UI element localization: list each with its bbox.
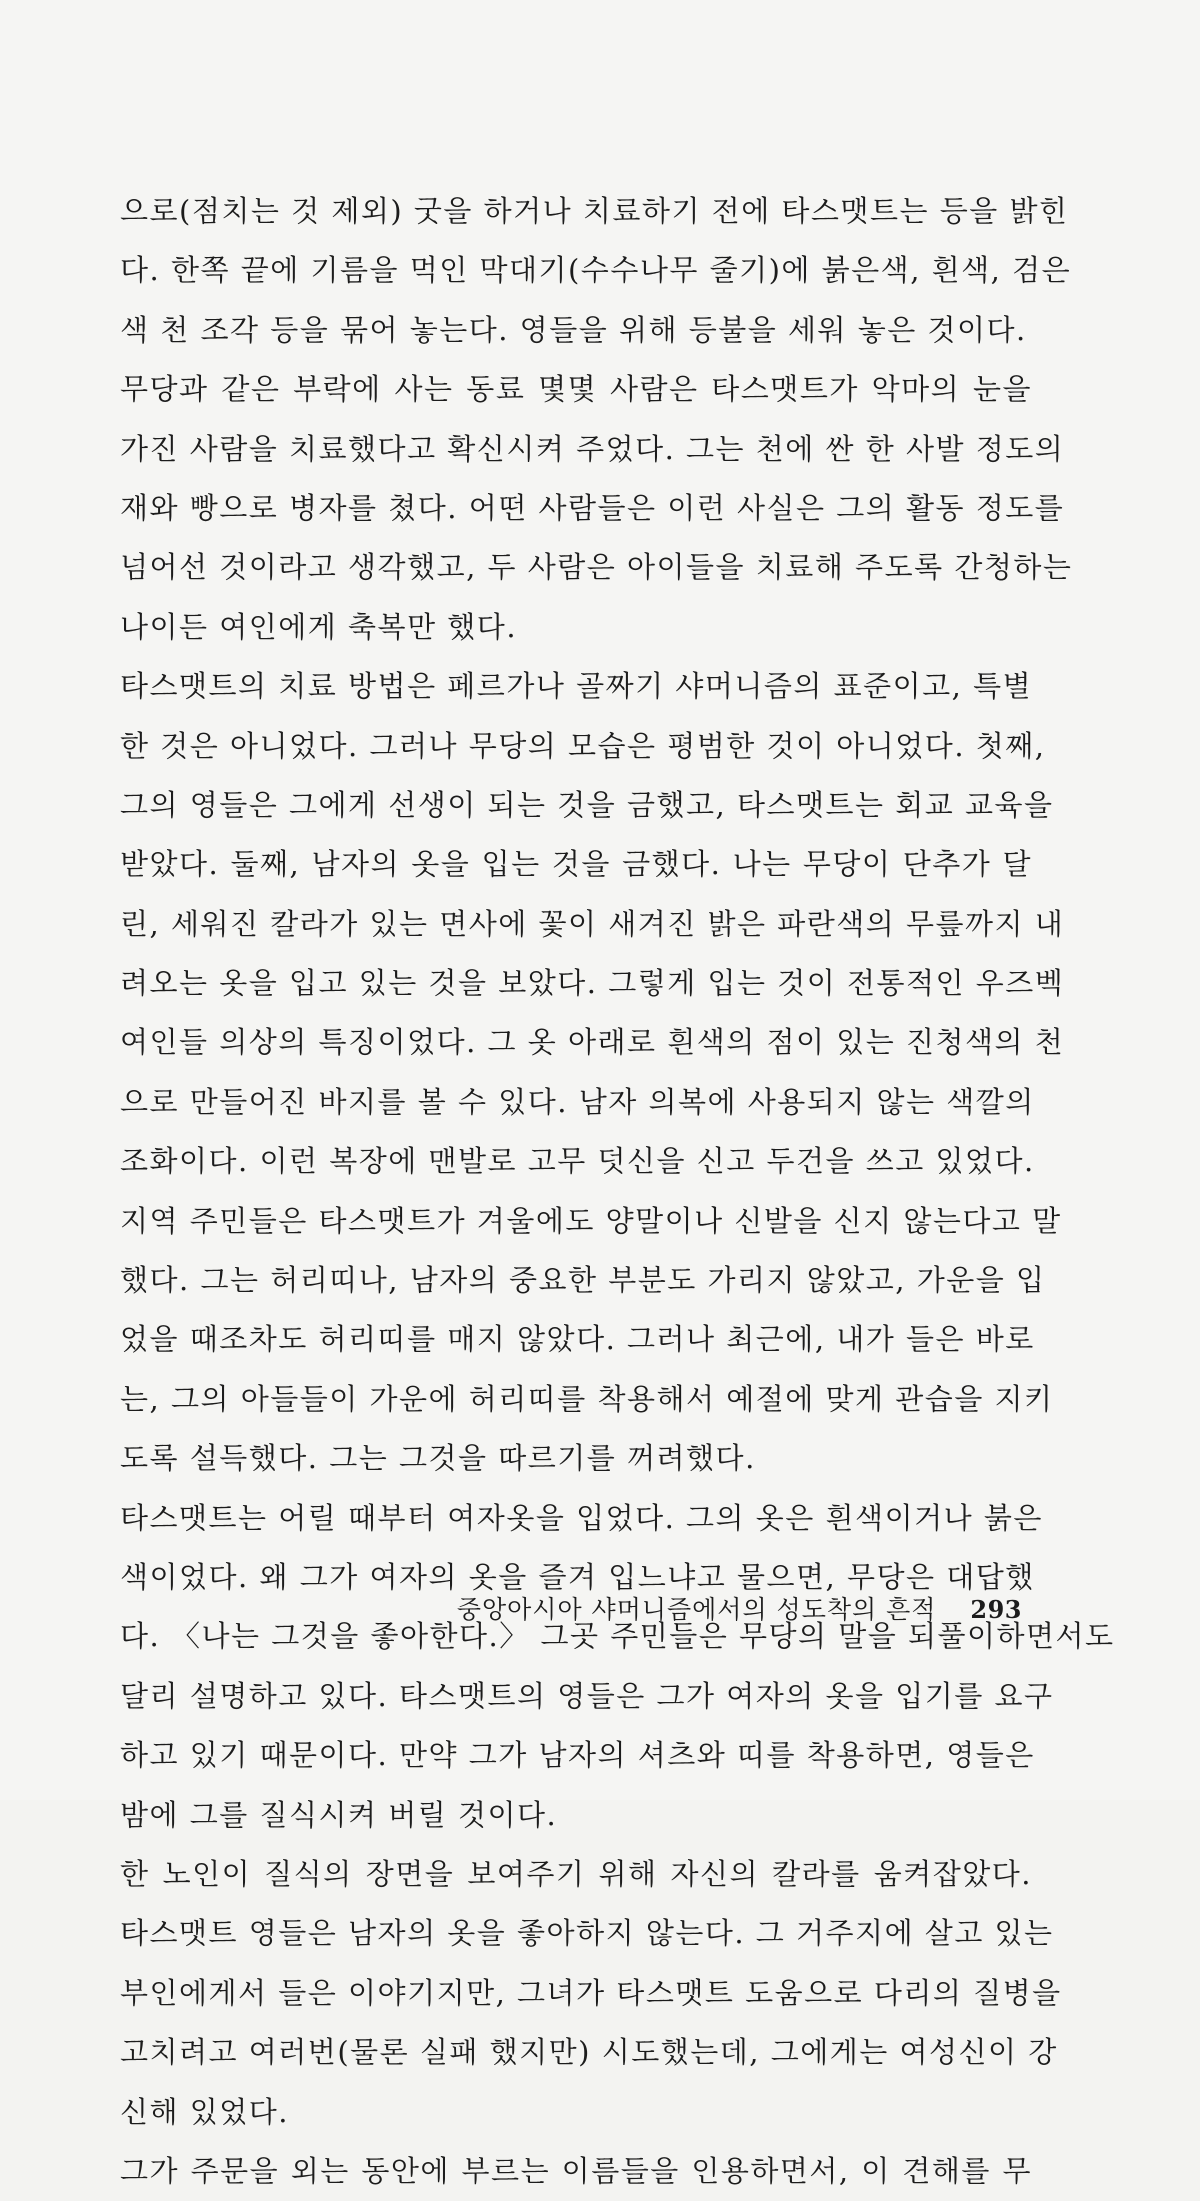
running-title: 중앙아시아 샤머니즘에서의 성도착의 흔적 bbox=[456, 1595, 937, 1624]
text-line-2: 다. 한쪽 끝에 기름을 먹인 막대기(수수나무 줄기)에 붉은색, 흰색, 검은 bbox=[120, 253, 1072, 288]
text-line-6: 재와 빵으로 병자를 쳤다. 어떤 사람들은 이런 사실은 그의 활동 정도를 bbox=[120, 490, 1065, 525]
text-line-21: 는, 그의 아들들이 가운에 허리띠를 착용해서 예절에 맞게 관습을 지키 bbox=[120, 1381, 1054, 1416]
text-line-9: 타스맷트의 치료 방법은 페르가나 골짜기 샤머니즘의 표준이고, 특별 bbox=[120, 669, 1033, 704]
body-text bbox=[120, 182, 1115, 2201]
text-line-3: 색 천 조각 등을 묶어 놓는다. 영들을 위해 등불을 세워 놓은 것이다. bbox=[120, 312, 1027, 347]
text-line-4: 무당과 같은 부락에 사는 동료 몇몇 사람은 타스맷트가 악마의 눈을 bbox=[120, 372, 1032, 407]
text-line-26: 달리 설명하고 있다. 타스맷트의 영들은 그가 여자의 옷을 입기를 요구 bbox=[120, 1678, 1054, 1713]
text-line-29: 한 노인이 질식의 장면을 보여주기 위해 자신의 칼라를 움켜잡았다. bbox=[120, 1856, 1032, 1891]
text-line-11: 그의 영들은 그에게 선생이 되는 것을 금했고, 타스맷트는 회교 교육을 bbox=[120, 787, 1054, 822]
text-line-33: 신해 있었다. bbox=[120, 2094, 290, 2129]
running-footer bbox=[456, 1590, 1022, 1630]
page-number: 293 bbox=[970, 1595, 1022, 1624]
paragraph-5 bbox=[120, 1845, 1062, 2142]
text-line-5: 가진 사람을 치료했다고 확신시켜 주었다. 그는 천에 싼 한 사발 정도의 bbox=[120, 431, 1065, 466]
text-line-22: 도록 설득했다. 그는 그것을 따르기를 꺼려했다. bbox=[120, 1441, 756, 1476]
text-line-15: 여인들 의상의 특징이었다. 그 옷 아래로 흰색의 점이 있는 진청색의 천 bbox=[120, 1025, 1065, 1060]
text-line-32: 고치려고 여러번(물론 실패 했지만) 시도했는데, 그에게는 여성신이 강 bbox=[120, 2035, 1058, 2070]
text-line-28: 밤에 그를 질식시켜 버릴 것이다. bbox=[120, 1797, 558, 1832]
text-line-16: 으로 만들어진 바지를 볼 수 있다. 남자 의복에 사용되지 않는 색깔의 bbox=[120, 1084, 1035, 1119]
text-line-19: 했다. 그는 허리띠나, 남자의 중요한 부분도 가리지 않았고, 가운을 입 bbox=[120, 1263, 1046, 1298]
text-line-18: 지역 주민들은 타스맷트가 겨울에도 양말이나 신발을 신지 않는다고 말 bbox=[120, 1203, 1062, 1238]
text-line-17: 조화이다. 이런 복장에 맨발로 고무 덧신을 신고 두건을 쓰고 있었다. bbox=[120, 1144, 1035, 1179]
paragraph-6 bbox=[120, 2142, 1032, 2201]
paragraph-3 bbox=[120, 657, 1065, 1488]
text-line-31: 부인에게서 들은 이야기지만, 그녀가 타스맷트 도움으로 다리의 질병을 bbox=[120, 1975, 1062, 2010]
text-line-1: 으로(점치는 것 제외) 굿을 하거나 치료하기 전에 타스맷트는 등을 밝힌 bbox=[120, 194, 1069, 228]
text-line-12: 받았다. 둘째, 남자의 옷을 입는 것을 금했다. 나는 무당이 단추가 달 bbox=[120, 847, 1032, 882]
text-line-27: 하고 있기 때문이다. 만약 그가 남자의 셔츠와 띠를 착용하면, 영들은 bbox=[120, 1738, 1035, 1773]
text-line-14: 려오는 옷을 입고 있는 것을 보았다. 그렇게 입는 것이 전통적인 우즈벡 bbox=[120, 966, 1065, 1001]
paragraph-4 bbox=[120, 1489, 1115, 1845]
text-line-20: 었을 때조차도 허리띠를 매지 않았다. 그러나 최근에, 내가 들은 바로 bbox=[120, 1322, 1035, 1357]
text-line-34: 그가 주문을 외는 동안에 부르는 이름들을 인용하면서, 이 견해를 무 bbox=[120, 2153, 1032, 2188]
text-line-8: 나이든 여인에게 축복만 했다. bbox=[120, 609, 518, 644]
paragraph-2 bbox=[120, 360, 1073, 657]
text-line-13: 린, 세워진 칼라가 있는 면사에 꽃이 새겨진 밝은 파란색의 무릎까지 내 bbox=[120, 906, 1065, 941]
text-line-10: 한 것은 아니었다. 그러나 무당의 모습은 평범한 것이 아니었다. 첫째, bbox=[120, 728, 1046, 763]
text-line-30: 타스맷트 영들은 남자의 옷을 좋아하지 않는다. 그 거주지에 살고 있는 bbox=[120, 1916, 1054, 1951]
text-line-25: 다. 〈나는 그것을 좋아한다.〉 그곳 주민들은 무당의 말을 되풀이하면서도 bbox=[120, 1619, 1115, 1654]
paragraph-1 bbox=[120, 182, 1072, 360]
text-line-24: 색이었다. 왜 그가 여자의 옷을 즐겨 입느냐고 물으면, 무당은 대답했 bbox=[120, 1559, 1035, 1594]
text-line-7: 넘어선 것이라고 생각했고, 두 사람은 아이들을 치료해 주도록 간청하는 bbox=[120, 550, 1073, 585]
text-line-23: 타스맷트는 어릴 때부터 여자옷을 입었다. 그의 옷은 흰색이거나 붉은 bbox=[120, 1500, 1043, 1535]
